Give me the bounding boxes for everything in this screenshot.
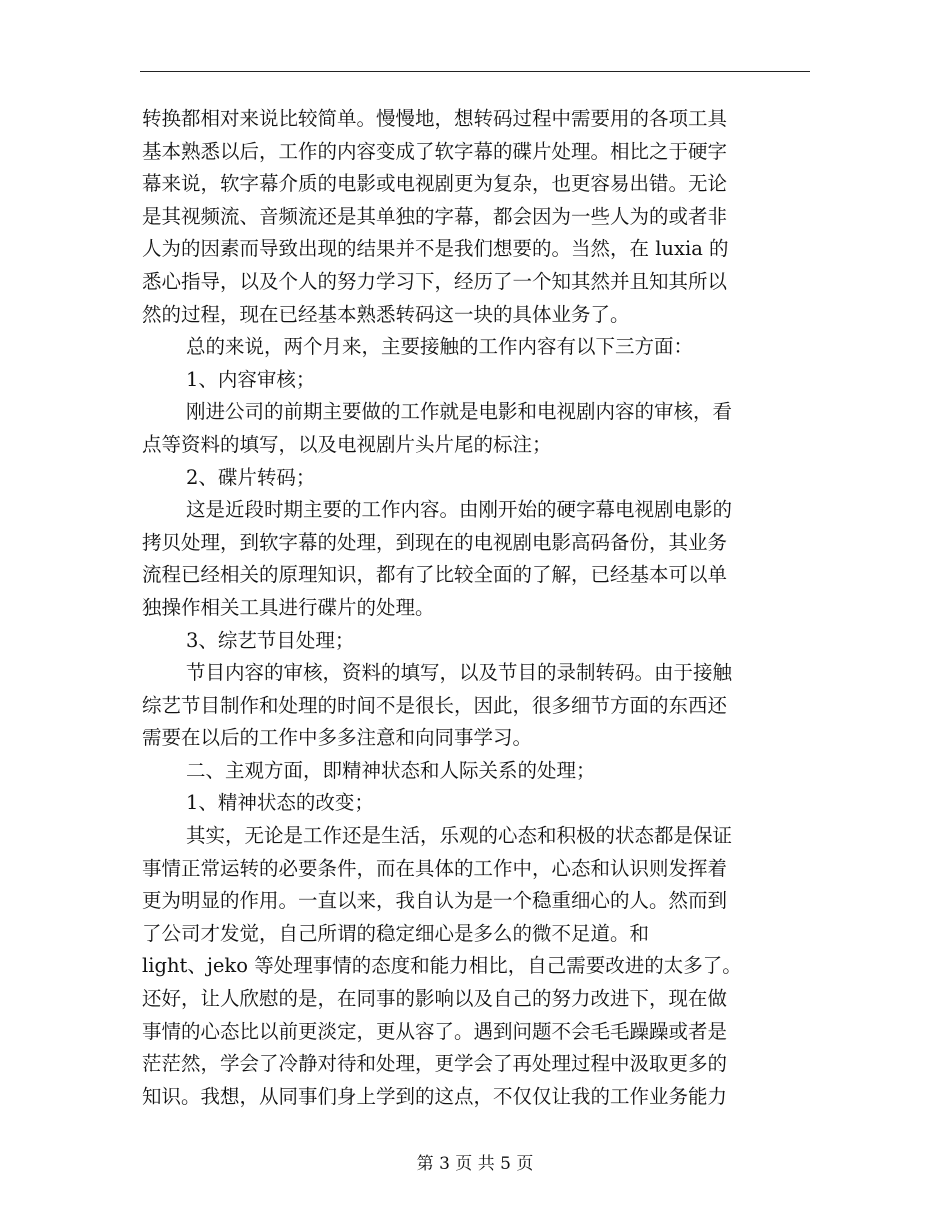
- text-line: 了公司才发觉，自己所谓的稳定细心是多么的微不足道。和: [142, 921, 650, 945]
- text-line: 还好，让人欣慰的是，在同事的影响以及自己的努力改进下，现在做: [142, 987, 728, 1011]
- section-heading: 1、内容审核；: [186, 367, 316, 391]
- section-heading: 二、主观方面，即精神状态和人际关系的处理；: [186, 758, 596, 782]
- page-number-footer: 第 3 页 共 5 页: [416, 1154, 534, 1174]
- paragraph-start-line: 这是近段时期主要的工作内容。由刚开始的硬字幕电视剧电影的: [186, 498, 733, 522]
- document-body: [142, 103, 822, 1113]
- text-line: 需要在以后的工作中多多注意和向同事学习。: [142, 726, 533, 750]
- text-line: light、jeko 等处理事情的态度和能力相比，自己需要改进的太多了。: [142, 954, 742, 978]
- text-line: 独操作相关工具进行碟片的处理。: [142, 595, 435, 619]
- section-heading: 2、碟片转码；: [186, 465, 316, 489]
- text-line: 然的过程，现在已经基本熟悉转码这一块的具体业务了。: [142, 302, 630, 326]
- section-heading: 1、精神状态的改变；: [186, 791, 374, 815]
- text-line: 更为明显的作用。一直以来，我自认为是一个稳重细心的人。然而到: [142, 889, 728, 913]
- section-heading: 3、综艺节目处理；: [186, 628, 355, 652]
- text-line: 基本熟悉以后，工作的内容变成了软字幕的碟片处理。相比之于硬字: [142, 139, 728, 163]
- paragraph-start-line: 刚进公司的前期主要做的工作就是电影和电视剧内容的审核，看: [186, 400, 733, 424]
- text-line: 知识。我想，从同事们身上学到的这点，不仅仅让我的工作业务能力: [142, 1084, 728, 1108]
- text-line: 悉心指导，以及个人的努力学习下，经历了一个知其然并且知其所以: [142, 269, 728, 293]
- text-line: 事情的心态比以前更淡定，更从容了。遇到问题不会毛毛躁躁或者是: [142, 1019, 728, 1043]
- paragraph-start-line: 其实，无论是工作还是生活，乐观的心态和积极的状态都是保证: [186, 824, 733, 848]
- text-line: 是其视频流、音频流还是其单独的字幕，都会因为一些人为的或者非: [142, 204, 728, 228]
- paragraph-start-line: 总的来说，两个月来，主要接触的工作内容有以下三方面：: [186, 335, 694, 359]
- header-rule: [140, 71, 810, 72]
- text-line: 综艺节目制作和处理的时间不是很长，因此，很多细节方面的东西还: [142, 693, 728, 717]
- text-line: 事情正常运转的必要条件，而在具体的工作中，心态和认识则发挥着: [142, 856, 728, 880]
- text-line: 点等资料的填写，以及电视剧片头片尾的标注；: [142, 432, 552, 456]
- text-line: 流程已经相关的原理知识，都有了比较全面的了解，已经基本可以单: [142, 563, 728, 587]
- text-line: 转换都相对来说比较简单。慢慢地，想转码过程中需要用的各项工具: [142, 107, 728, 130]
- text-line: 幕来说，软字幕介质的电影或电视剧更为复杂，也更容易出错。无论: [142, 172, 728, 196]
- text-line: 茫茫然，学会了冷静对待和处理，更学会了再处理过程中汲取更多的: [142, 1052, 728, 1076]
- text-line: 人为的因素而导致出现的结果并不是我们想要的。当然，在 luxia 的: [142, 237, 729, 261]
- text-line: 拷贝处理，到软字幕的处理，到现在的电视剧电影高码备份，其业务: [142, 530, 728, 554]
- paragraph-start-line: 节目内容的审核，资料的填写，以及节目的录制转码。由于接触: [186, 661, 733, 685]
